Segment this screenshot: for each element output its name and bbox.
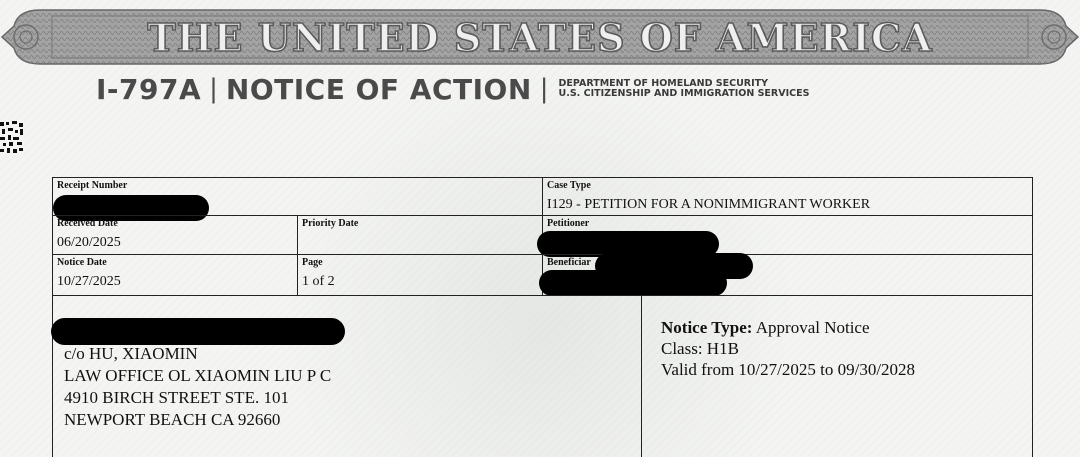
receipt-number-label: Receipt Number bbox=[57, 180, 128, 191]
received-date-value: 06/20/2025 bbox=[57, 235, 121, 250]
form-number: I-797A bbox=[96, 72, 202, 106]
receipt-number-cell bbox=[52, 177, 542, 215]
priority-date-cell bbox=[297, 215, 542, 254]
notice-type-line bbox=[661, 317, 915, 338]
class-line: Class: H1B bbox=[661, 339, 739, 358]
notice-date-value: 10/27/2025 bbox=[57, 274, 121, 289]
header-banner bbox=[0, 6, 1080, 68]
case-type-cell bbox=[542, 177, 1033, 215]
title-separator-2: | bbox=[539, 74, 549, 104]
received-date-label: Received Date bbox=[57, 218, 118, 229]
address-line-3: 4910 BIRCH STREET STE. 101 bbox=[64, 388, 289, 407]
page-value: 1 of 2 bbox=[302, 274, 335, 289]
title-separator: | bbox=[209, 74, 218, 104]
petitioner-cell bbox=[542, 215, 1033, 254]
notice-type-value: Approval Notice bbox=[755, 318, 870, 337]
redaction-bar bbox=[539, 270, 727, 296]
notice-table bbox=[52, 177, 1033, 457]
received-date-cell bbox=[52, 215, 297, 254]
beneficiary-label: Beneficiar bbox=[547, 257, 591, 268]
barcode-icon bbox=[0, 120, 24, 156]
notice-details bbox=[661, 317, 915, 380]
case-type-value: I129 - PETITION FOR A NONIMMIGRANT WORKER bbox=[547, 197, 871, 212]
beneficiary-cell bbox=[542, 254, 1033, 295]
department-block bbox=[559, 79, 810, 99]
form-title-line bbox=[96, 72, 809, 106]
department-line-2: U.S. CITIZENSHIP AND IMMIGRATION SERVICES bbox=[558, 88, 810, 99]
department-line-1: DEPARTMENT OF HOMELAND SECURITY bbox=[558, 78, 769, 89]
address-line-2: LAW OFFICE OL XIAOMIN LIU P C bbox=[64, 366, 332, 385]
notice-type-label: Notice Type: bbox=[661, 318, 753, 337]
redaction-bar bbox=[51, 318, 345, 345]
form-title: NOTICE OF ACTION bbox=[225, 72, 532, 106]
page-cell bbox=[297, 254, 542, 295]
notice-date-label: Notice Date bbox=[57, 257, 107, 268]
mailing-address bbox=[64, 343, 331, 431]
address-line-1: c/o HU, XIAOMIN bbox=[64, 344, 198, 363]
banner-title: THE UNITED STATES OF AMERICA bbox=[147, 14, 933, 60]
address-line-4: NEWPORT BEACH CA 92660 bbox=[64, 410, 281, 429]
priority-date-label: Priority Date bbox=[302, 218, 359, 229]
notice-date-cell bbox=[52, 254, 297, 295]
page-label: Page bbox=[302, 257, 323, 268]
valid-line: Valid from 10/27/2025 to 09/30/2028 bbox=[661, 360, 916, 379]
petitioner-label: Petitioner bbox=[547, 218, 590, 229]
case-type-label: Case Type bbox=[547, 180, 591, 191]
